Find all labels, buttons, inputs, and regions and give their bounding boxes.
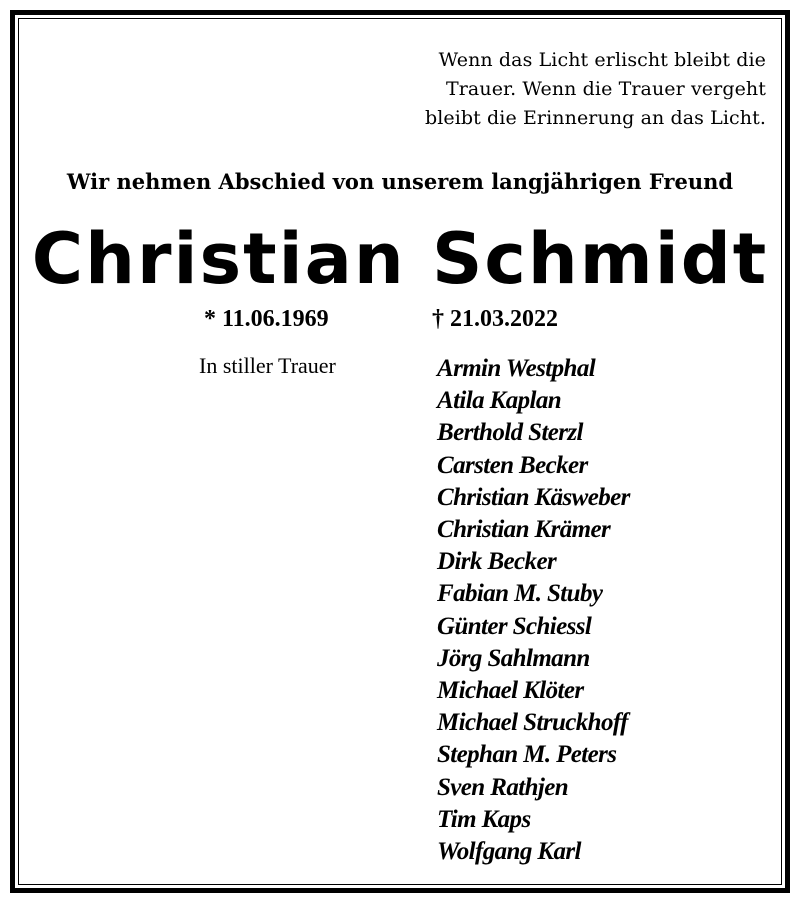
mourner-name: Jörg Sahlmann [437,644,590,672]
quote-line: Wenn das Licht erlischt bleibt die [438,49,766,71]
mourner-name: Tim Kaps [437,805,531,833]
farewell-intro: Wir nehmen Abschied von unserem langjährigen Freund [66,169,734,194]
mourner-name: Dirk Becker [437,548,557,576]
mourner-name: Stephan M. Peters [437,741,617,769]
mourners-list [437,353,630,868]
mourner-name: Carsten Becker [437,451,588,479]
mourning-label: In stiller Trauer [199,353,336,378]
memorial-quote [246,46,766,133]
quote-line: Trauer. Wenn die Trauer vergeht [445,78,766,100]
mourner-name: Wolfgang Karl [437,838,581,866]
inner-border-frame [18,18,782,885]
mourner-name: Michael Struckhoff [437,709,628,737]
deceased-name: Christian Schmidt [31,218,769,300]
mourner-name: Michael Klöter [437,677,584,705]
quote-line: bleibt die Erinnerung an das Licht. [424,107,766,129]
birth-date: * 11.06.1969 [204,306,329,332]
mourner-name: Sven Rathjen [437,773,569,801]
mourner-name: Christian Käsweber [437,483,630,511]
mourner-name: Günter Schiessl [437,612,592,640]
mourner-name: Berthold Sterzl [437,419,583,447]
mourner-name: Christian Krämer [437,516,611,544]
mourner-name: Atila Kaplan [437,387,562,415]
death-date: † 21.03.2022 [432,306,558,332]
mourner-name: Armin Westphal [437,355,596,382]
mourner-name: Fabian M. Stuby [437,580,603,608]
